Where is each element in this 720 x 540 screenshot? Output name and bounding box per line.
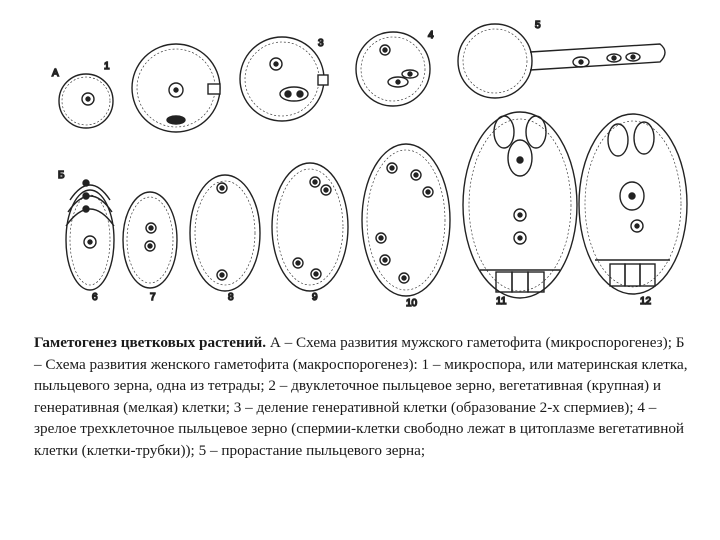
stage-1-microspore	[59, 74, 113, 128]
stage-number: 7	[150, 292, 156, 303]
stage-number: 11	[496, 296, 507, 307]
stage-12-mature-embryo-sac	[579, 114, 687, 294]
stage-number: 3	[318, 38, 324, 49]
stage-number: 5	[535, 20, 541, 31]
stage-number: 10	[406, 298, 418, 309]
stage-11-cellular-sac	[463, 112, 577, 298]
stage-10-embryo-sac	[362, 144, 450, 296]
caption-title: Гаметогенез цветковых растений.	[34, 334, 267, 351]
stage-9-eight-nucleate	[272, 163, 348, 291]
stage-3-division	[240, 37, 328, 121]
stage-8-four-nucleate	[190, 175, 260, 291]
figure-caption	[34, 332, 690, 461]
row-a-label: А	[52, 68, 59, 79]
caption-text: А – Схема развития мужского гаметофита (микроспорогенез); Б – Схема развития женского гаметофита (макроспорогенез): 1 – микроспора, или материнская клетка, пыльцевого зерна, одна из тетрады; 2 – двуклеточное пыльцевое зерно, вегетативная (крупная) и генеративная (мелкая) клетки; 3 – деление генеративной клетки (образование 2-х спермиев); 4 – зрелое трехклеточное пыльцевое зерно (спермии-клетки свободно лежат в цитоплазме вегетативной клетки (клетки-трубки)); 5 – прорастание пыльцевого зерна;	[34, 334, 688, 459]
stage-6-megaspore	[66, 180, 114, 290]
stage-number: 6	[92, 292, 98, 303]
stage-number: 9	[312, 292, 318, 303]
stage-4-three-celled-grain	[356, 32, 430, 106]
stage-2-two-celled-grain	[132, 44, 220, 132]
stage-number: 8	[228, 292, 234, 303]
stage-5-germination	[458, 24, 665, 98]
stage-number: 12	[640, 296, 652, 307]
stage-7-two-nucleate	[123, 192, 177, 288]
stage-number: 4	[428, 30, 434, 41]
row-b-label: Б	[58, 170, 65, 181]
stage-number: 1	[104, 61, 110, 72]
